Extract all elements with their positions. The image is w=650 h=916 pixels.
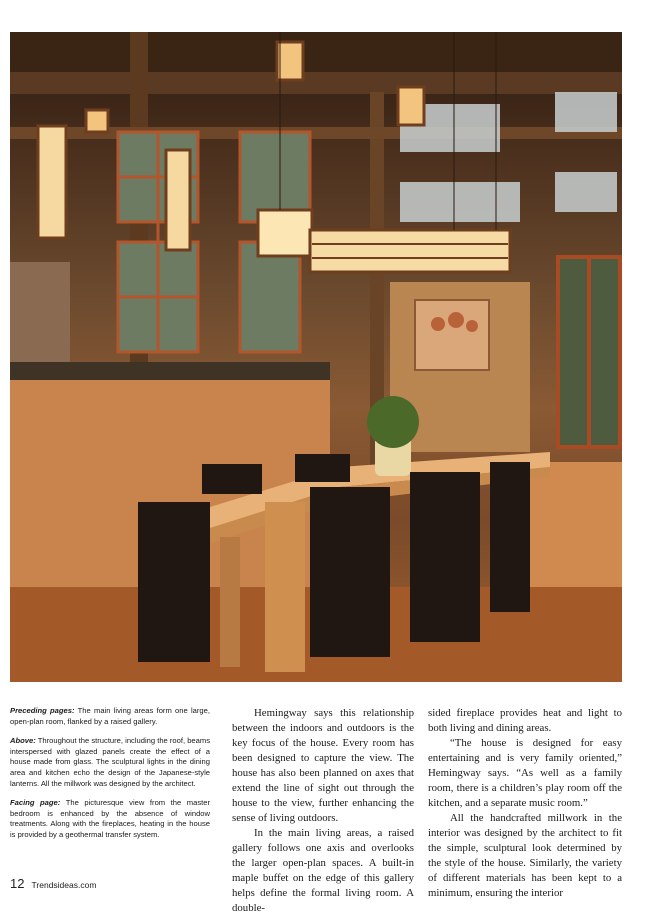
- body-paragraph: Hemingway says this relationship between the indoors and outdoors is the key focus of the house. Every room has been designed to capture the view. The house has also been planned on axes that extend the line of sight out through the house to the view, further enhancing the sense of living outdoors.: [232, 707, 414, 824]
- body-text-column-1: [232, 706, 414, 916]
- page-number: 12: [10, 876, 25, 891]
- caption-above: Above: Throughout the structure, including the roof, beams interspersed with glazed panels create the effect of a house made from glass. The sculptural lights in the dining area and kitchen echo the design of the Japanese-style lanterns. All the millwork was designed by the architect.: [10, 736, 210, 788]
- page-folio: [10, 876, 96, 891]
- body-paragraph: “The house is designed for easy entertaining and is very family oriented,” Hemingway says. “As well as a family room, there is a children’s play room off the kitchen, and a separate music room.”: [428, 737, 622, 809]
- site-url: Trendsideas.com: [31, 880, 97, 890]
- interior-dining-room-photo: [10, 32, 622, 682]
- body-paragraph: sided fireplace provides heat and light to both living and dining areas.: [428, 707, 622, 734]
- caption-facing-page: Facing page: The picturesque view from the master bedroom is enhanced by the absence of window treatments. Along with the fireplaces, heating in the house is provided by a geothermal transfer system.: [10, 798, 210, 839]
- body-paragraph: In the main living areas, a raised gallery follows one axis and overlooks the larger open-plan spaces. A built-in maple buffet on the edge of this gallery helps define the formal living room. A double-: [232, 827, 414, 914]
- body-paragraph: All the handcrafted millwork in the interior was designed by the architect to fit the simple, sculptural look determined by the style of the house. Similarly, the variety of different materials has been kept to a minimum, ensuring the interior: [428, 812, 622, 899]
- photo-captions: [10, 706, 210, 850]
- caption-preceding-pages: Preceding pages: The main living areas form one large, open-plan room, flanked by a raised gallery.: [10, 706, 210, 726]
- body-text-column-2: [428, 706, 622, 901]
